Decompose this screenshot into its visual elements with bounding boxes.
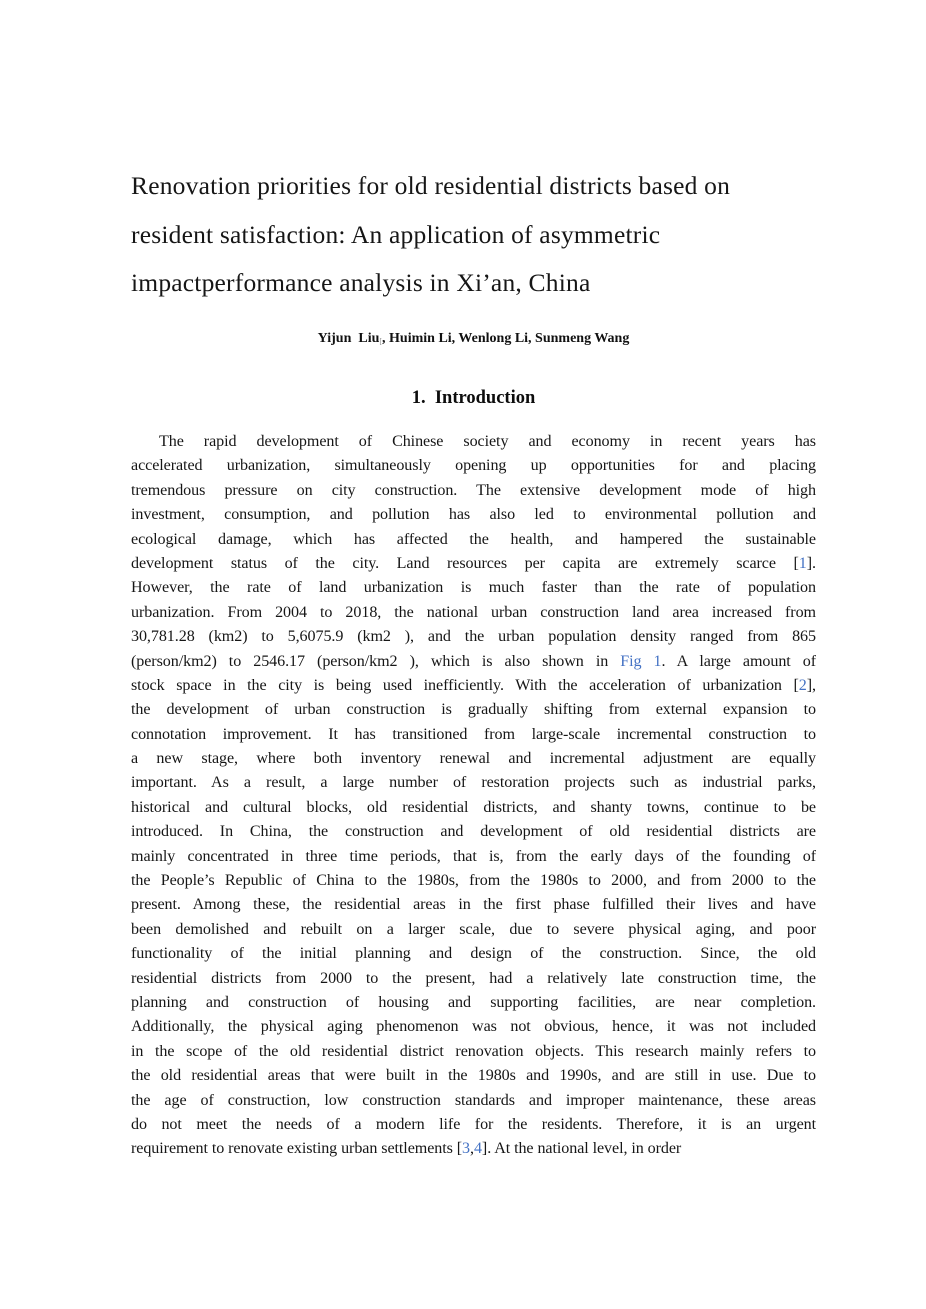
paragraph-text: urbanization. From 2004 to 2018, the national urban construction land area increased from <box>131 603 816 621</box>
title-line-3: impactperformance analysis in Xi’an, China <box>131 268 591 297</box>
paragraph-line <box>131 625 816 649</box>
introduction-paragraph <box>131 430 816 1162</box>
paragraph-line <box>131 723 816 747</box>
paragraph-text: ]. At the national level, in order <box>481 1140 682 1158</box>
paragraph-text: been demolished and rebuilt on a larger scale, due to severe physical aging, and poor <box>131 920 816 938</box>
paragraph-line <box>131 601 816 625</box>
paragraph-text: , <box>470 1140 474 1158</box>
citation-ref-2[interactable]: 2 <box>798 676 807 694</box>
paragraph-line <box>131 845 816 869</box>
figure-1-link[interactable]: Fig 1 <box>620 652 662 670</box>
paragraph-line <box>131 1089 816 1113</box>
paragraph-text: connotation improvement. It has transitioned from large-scale incremental construction to <box>131 725 816 743</box>
paragraph-line <box>131 747 816 771</box>
paragraph-line <box>131 1113 816 1137</box>
paragraph-text: a new stage, where both inventory renewal and incremental adjustment are equally <box>131 750 816 768</box>
paragraph-text: important. As a result, a large number of restoration projects such as industrial parks, <box>131 774 816 792</box>
paragraph-text: in the scope of the old residential district renovation objects. This research mainly refers to <box>131 1042 816 1060</box>
paragraph-text: residential districts from 2000 to the present, had a relatively late construction time, the <box>131 969 816 987</box>
paragraph-text: (person/km2) to 2546.17 (person/km2 ), which is also shown in <box>131 652 621 670</box>
paragraph-text: the age of construction, low construction standards and improper maintenance, these areas <box>131 1091 816 1109</box>
paragraph-text: ], <box>806 676 816 694</box>
paragraph-line <box>131 479 816 503</box>
citation-ref-4[interactable]: 4 <box>473 1140 482 1158</box>
paragraph-text: investment, consumption, and pollution has also led to environmental pollution and <box>131 506 816 524</box>
section-heading-introduction: 1. Introduction <box>411 388 536 408</box>
paragraph-text: do not meet the needs of a modern life for the residents. Therefore, it is an urgent <box>131 1115 816 1133</box>
paragraph-text: The rapid development of Chinese society and economy in recent years has <box>159 433 816 450</box>
paragraph-line <box>131 942 816 966</box>
paragraph-text: ecological damage, which has affected the health, and hampered the sustainable <box>131 530 816 548</box>
paragraph-text: introduced. In China, the construction and development of old residential districts are <box>131 823 816 841</box>
paper-title <box>131 162 831 308</box>
paragraph-text: Additionally, the physical aging phenomenon was not obvious, hence, it was not included <box>131 1018 816 1036</box>
paragraph-line <box>131 503 816 527</box>
paragraph-line <box>131 674 816 698</box>
citation-ref-3[interactable]: 3 <box>462 1140 470 1158</box>
paragraph-line <box>131 1015 816 1039</box>
title-line-2: resident satisfaction: An application of asymmetric <box>131 219 661 249</box>
paragraph-line <box>131 528 816 552</box>
paragraph-text: mainly concentrated in three time periods, that is, from the early days of the founding of <box>131 847 816 865</box>
paragraph-text: . A large amount of <box>661 652 816 670</box>
paragraph-text: present. Among these, the residential areas in the first phase fulfilled their lives and have <box>131 896 816 914</box>
paragraph-text: However, the rate of land urbanization is much faster than the rate of population <box>131 579 816 597</box>
title-line-1: Renovation priorities for old residential districts based on <box>131 171 731 200</box>
paragraph-text: 30,781.28 (km2) to 5,6075.9 (km2 ), and the urban population density ranged from 865 <box>131 628 816 646</box>
paragraph-line <box>131 893 816 917</box>
paragraph-text: the old residential areas that were built in the 1980s and 1990s, and are still in use. Due to <box>131 1067 816 1085</box>
paragraph-line <box>131 918 816 942</box>
paragraph-line <box>131 796 816 820</box>
paragraph-line <box>131 1064 816 1088</box>
paragraph-text: ]. <box>806 554 816 572</box>
paragraph-line <box>131 576 816 600</box>
author-footnote-mark: [ <box>379 337 383 346</box>
paragraph-line <box>131 698 816 722</box>
paragraph-text: planning and construction of housing and supporting facilities, are near completion. <box>131 993 816 1011</box>
paragraph-line <box>131 1040 816 1064</box>
paragraph-text: tremendous pressure on city construction. The extensive development mode of high <box>131 481 816 499</box>
paragraph-text: the development of urban construction is gradually shifting from external expansion to <box>131 701 816 719</box>
authors-line <box>131 330 816 351</box>
paragraph-line <box>131 967 816 991</box>
paragraph-text: accelerated urbanization, simultaneously opening up opportunities for and placing <box>131 457 816 475</box>
paragraph-line <box>131 991 816 1015</box>
paragraph-line <box>131 430 816 454</box>
paragraph-line <box>131 771 816 795</box>
author-names-rest: , Huimin Li, Wenlong Li, Sunmeng Wang <box>382 331 630 346</box>
paragraph-line <box>131 650 816 674</box>
paragraph-line <box>131 820 816 844</box>
paragraph-text: requirement to renovate existing urban settlements [ <box>131 1140 463 1158</box>
paragraph-text: development status of the city. Land resources per capita are extremely scarce [ <box>131 554 799 572</box>
citation-ref-1[interactable]: 1 <box>798 554 807 572</box>
paragraph-text: the People’s Republic of China to the 1980s, from the 1980s to 2000, and from 2000 to the <box>131 872 816 890</box>
paragraph-text: stock space in the city is being used inefficiently. With the acceleration of urbanization [ <box>131 676 799 694</box>
paragraph-line <box>131 454 816 478</box>
paragraph-line <box>131 869 816 893</box>
paragraph-line <box>131 1137 816 1161</box>
paragraph-line <box>131 552 816 576</box>
paragraph-text: historical and cultural blocks, old residential districts, and shanty towns, continue to be <box>131 798 816 816</box>
author-names-lead: Yijun Liu <box>317 331 380 346</box>
paragraph-text: functionality of the initial planning and design of the construction. Since, the old <box>131 945 816 963</box>
